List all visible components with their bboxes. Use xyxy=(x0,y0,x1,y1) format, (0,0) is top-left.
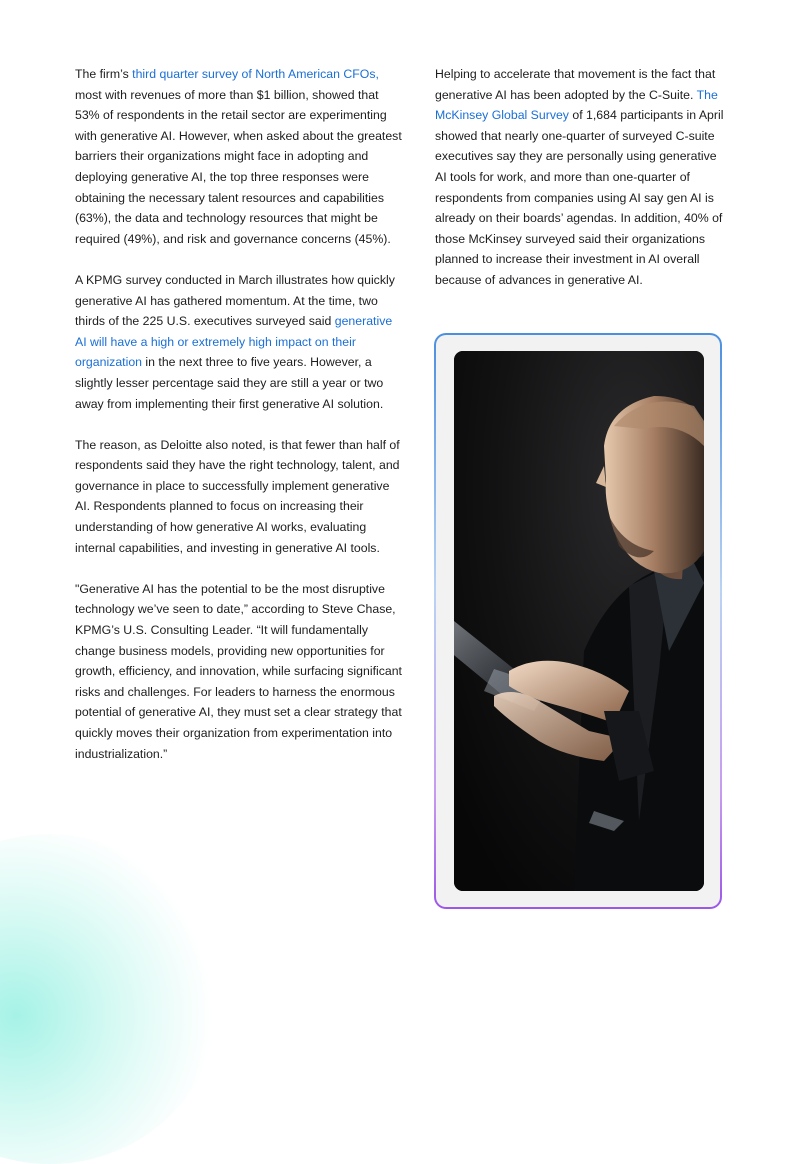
left-text-column xyxy=(75,64,405,785)
link-generative-ai-impact[interactable]: generative AI will have a high or extremely high impact on their organization xyxy=(75,314,393,370)
photo-man-with-transparent-tablet xyxy=(454,351,704,891)
paragraph-mckinsey: Helping to accelerate that movement is the fact that generative AI has been adopted by the C-Suite. The McKinsey Global Survey of 1,684 participants in April showed that nearly one-quarter of surveyed C-suite executives say they are personally using generative AI tools for work, and more than one-quarter of respondents from companies using AI say gen AI is already on their boards’ agendas. In addition, 40% of those McKinsey surveyed said their organizations planned to increase their investment in AI overall because of advances in generative AI. xyxy=(435,67,724,287)
photo-illustration xyxy=(454,351,704,891)
decorative-corner-glow xyxy=(0,834,220,1164)
link-cfo-survey[interactable]: third quarter survey of North American CFOs, xyxy=(132,67,379,81)
paragraph-kpmg-survey: A KPMG survey conducted in March illustrates how quickly generative AI has gathered momentum. At the time, two thirds of the 225 U.S. executives surveyed said generative AI will have a high or extremely high impact on their organization in the next three to five years. However, a slightly lesser percentage said they are still a year or two away from implementing their first generative AI solution. xyxy=(75,272,395,411)
right-text-column xyxy=(435,64,727,311)
image-frame xyxy=(434,333,722,909)
paragraph-deloitte: The reason, as Deloitte also noted, is that fewer than half of respondents said they have the right technology, talent, and governance in place to successfully implement generative AI. Respondents planned to focus on increasing their understanding of how generative AI works, evaluating internal capabilities, and investing in generative AI tools. xyxy=(75,437,400,555)
link-mckinsey-survey[interactable]: The McKinsey Global Survey xyxy=(435,87,718,123)
paragraph-cfo-survey: The firm’s third quarter survey of North American CFOs, most with revenues of more than $1 billion, showed that 53% of respondents in the retail sector are experimenting with generative AI. However, when asked about the greatest barriers their organizations might face in adopting and deploying generative AI, the top three responses were obtaining the necessary talent resources and capabilities (63%), the data and technology resources that might be required (49%), and risk and governance concerns (45%). xyxy=(75,67,402,246)
paragraph-quote: "Generative AI has the potential to be the most disruptive technology we’ve seen to date,” according to Steve Chase, KPMG’s U.S. Consulting Leader. “It will fundamentally change business models, providing new opportunities for growth, efficiency, and innovation, while surfacing significant risks and challenges. For leaders to harness the enormous potential of generative AI, they must set a clear strategy that quickly moves their organization from experimentation into industrialization.” xyxy=(75,581,402,761)
